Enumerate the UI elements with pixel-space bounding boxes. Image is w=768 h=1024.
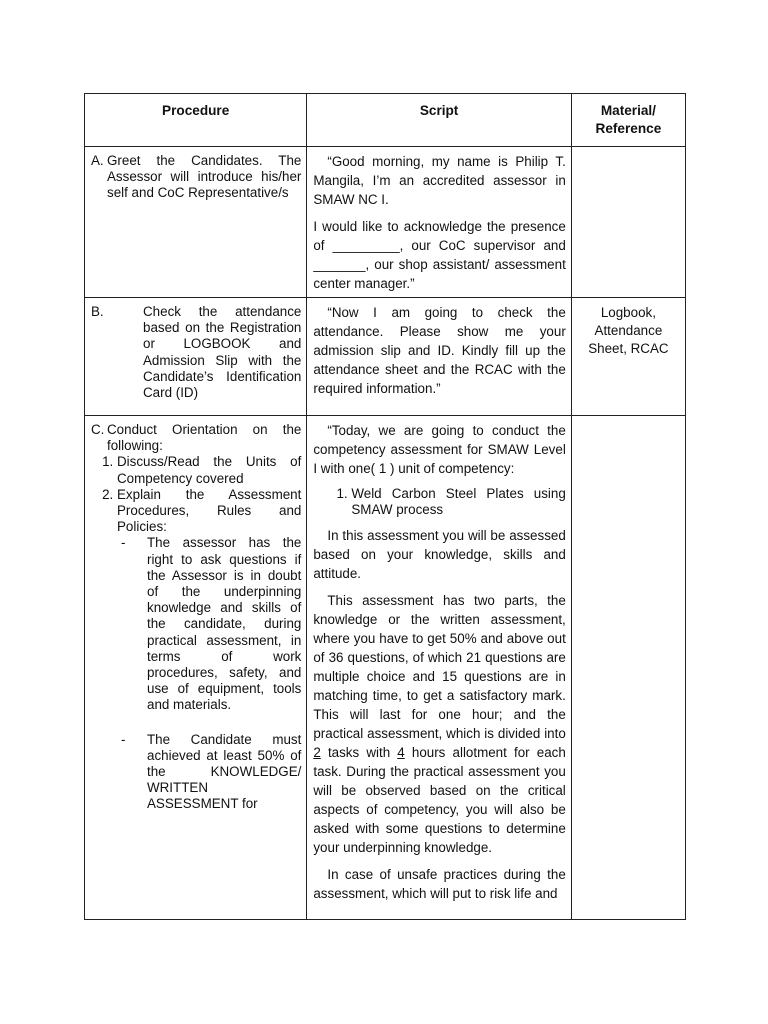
procedure-list (91, 454, 301, 535)
script-paragraph: In this assessment you will be assessed based on your knowledge, skills and attitude. (313, 528, 566, 581)
list-item: 2. Explain the Assessment Procedures, Rules and Policies: (117, 487, 301, 536)
procedure-text: Check the attendance based on the Registration or LOGBOOK and Admission Slip with the Candidate’s Identification Card (ID) (143, 304, 302, 401)
script-paragraph: This assessment has two parts, the knowledge or the written assessment, where you have to get 50% and above out of 36 questions, of which 21 questions are multiple choice and 15 questions are in matching time, to get a satisfactory mark. This will last for one hour; and the practical assessment, which is divided into 2 tasks with 4 hours allotment for each task. During the practical assessment you will be observed based on the critical aspects of competency, you will also be asked with some questions to determine your underpinning knowledge. (313, 593, 566, 855)
list-item: 1. Weld Carbon Steel Plates using SMAW process (351, 486, 565, 518)
list-item: - The assessor has the right to ask questions if the Assessor is in doubt of the underpinning knowledge and skills of the candidate, during practical assessment, in terms of work procedures, safety, and use of equipment, tools and materials. (121, 535, 302, 713)
assessment-procedure-table (84, 93, 686, 920)
procedure-header: Procedure (85, 94, 307, 147)
script-paragraph: I would like to acknowledge the presence of _________, our CoC supervisor and _______, our shop assistant/ assessment center manager.” (313, 219, 566, 291)
script-cell (307, 147, 571, 298)
row-label: C. (91, 422, 105, 437)
table-row (85, 416, 686, 920)
material-cell (571, 298, 685, 416)
procedure-cell (85, 147, 307, 298)
script-cell (307, 416, 571, 920)
procedure-cell (85, 298, 307, 416)
row-label: A. (91, 153, 104, 168)
material-cell (571, 416, 685, 920)
script-paragraph: “Good morning, my name is Philip T. Mangila, I’m an accredited assessor in SMAW NC I. (313, 154, 566, 207)
table-row (85, 298, 686, 416)
list-item: 1. Discuss/Read the Units of Competency covered (117, 454, 301, 486)
script-list (313, 486, 565, 518)
script-cell (307, 298, 571, 416)
material-header: Material/ Reference (571, 94, 685, 147)
procedure-cell (85, 416, 307, 920)
material-text: Logbook, Attendance Sheet, RCAC (588, 305, 669, 356)
script-header: Script (307, 94, 571, 147)
procedure-text: Conduct Orientation on the following: (107, 422, 302, 454)
list-item: - The Candidate must achieved at least 50% of the KNOWLEDGE/ WRITTEN ASSESSMENT for (121, 731, 302, 812)
script-paragraph: “Now I am going to check the attendance. Please show me your admission slip and ID. Kindly fill up the attendance sheet and the RCAC with the required information.” (313, 305, 566, 396)
header-row (85, 94, 686, 147)
table-row (85, 147, 686, 298)
material-cell (571, 147, 685, 298)
row-label: B. (91, 304, 104, 319)
script-paragraph: In case of unsafe practices during the assessment, which will put to risk life and (313, 867, 566, 901)
script-paragraph: “Today, we are going to conduct the competency assessment for SMAW Level I with one( 1 ) unit of competency: (313, 423, 566, 476)
procedure-text: Greet the Candidates. The Assessor will introduce his/her self and CoC Representative/s (107, 153, 302, 201)
